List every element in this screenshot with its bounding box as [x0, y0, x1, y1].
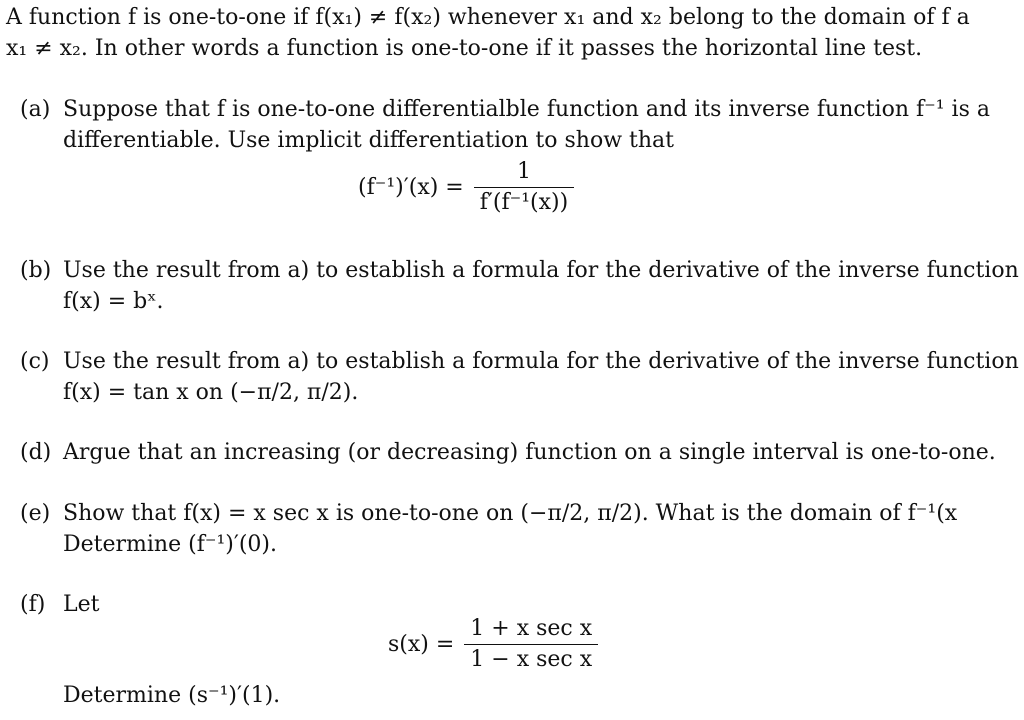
item-f-fraction	[464, 617, 598, 672]
item-a-text-2: differentiable. Use implicit differentiation to show that	[63, 128, 675, 153]
item-a-numerator: 1	[516, 159, 531, 184]
item-f-numerator: 1 + x sec x	[470, 616, 593, 641]
item-a-denominator: f′(f⁻¹(x))	[474, 187, 574, 215]
item-a-label: (a)	[20, 97, 51, 122]
item-c-text-1: Use the result from a) to establish a formula for the derivative of the inverse function	[63, 349, 1019, 374]
item-a-fraction	[474, 160, 574, 215]
item-d-label: (d)	[20, 440, 52, 465]
item-f-equation	[388, 617, 598, 672]
item-a-equation-lhs: (f⁻¹)′(x) =	[358, 174, 464, 200]
item-e-label: (e)	[20, 501, 51, 526]
intro-line-1: A function f is one-to-one if f(x₁) ≠ f(x₂) whenever x₁ and x₂ belong to the domain of f a	[6, 5, 970, 30]
item-f-text-1: Let	[63, 592, 100, 617]
intro-line-2: x₁ ≠ x₂. In other words a function is one-to-one if it passes the horizontal line test.	[6, 36, 923, 61]
item-c-label: (c)	[20, 349, 50, 374]
item-b-label: (b)	[20, 258, 52, 283]
item-a-equation	[358, 160, 574, 215]
item-f-label: (f)	[20, 592, 46, 617]
item-b-text-1: Use the result from a) to establish a formula for the derivative of the inverse function	[63, 258, 1019, 283]
item-c-text-2: f(x) = tan x on (−π/2, π/2).	[63, 380, 359, 405]
item-e-text-2: Determine (f⁻¹)′(0).	[63, 532, 278, 557]
item-e-text-1: Show that f(x) = x sec x is one-to-one on (−π/2, π/2). What is the domain of f⁻¹(x	[63, 501, 958, 526]
item-f-text-2: Determine (s⁻¹)′(1).	[63, 683, 281, 708]
item-d-text-1: Argue that an increasing (or decreasing) function on a single interval is one-to-one.	[63, 440, 996, 465]
item-b-text-2: f(x) = bˣ.	[63, 289, 164, 314]
item-a-text-1: Suppose that f is one-to-one differentialble function and its inverse function f⁻¹ is a	[63, 97, 990, 122]
item-f-denominator: 1 − x sec x	[464, 644, 598, 672]
item-f-equation-lhs: s(x) =	[388, 631, 455, 657]
